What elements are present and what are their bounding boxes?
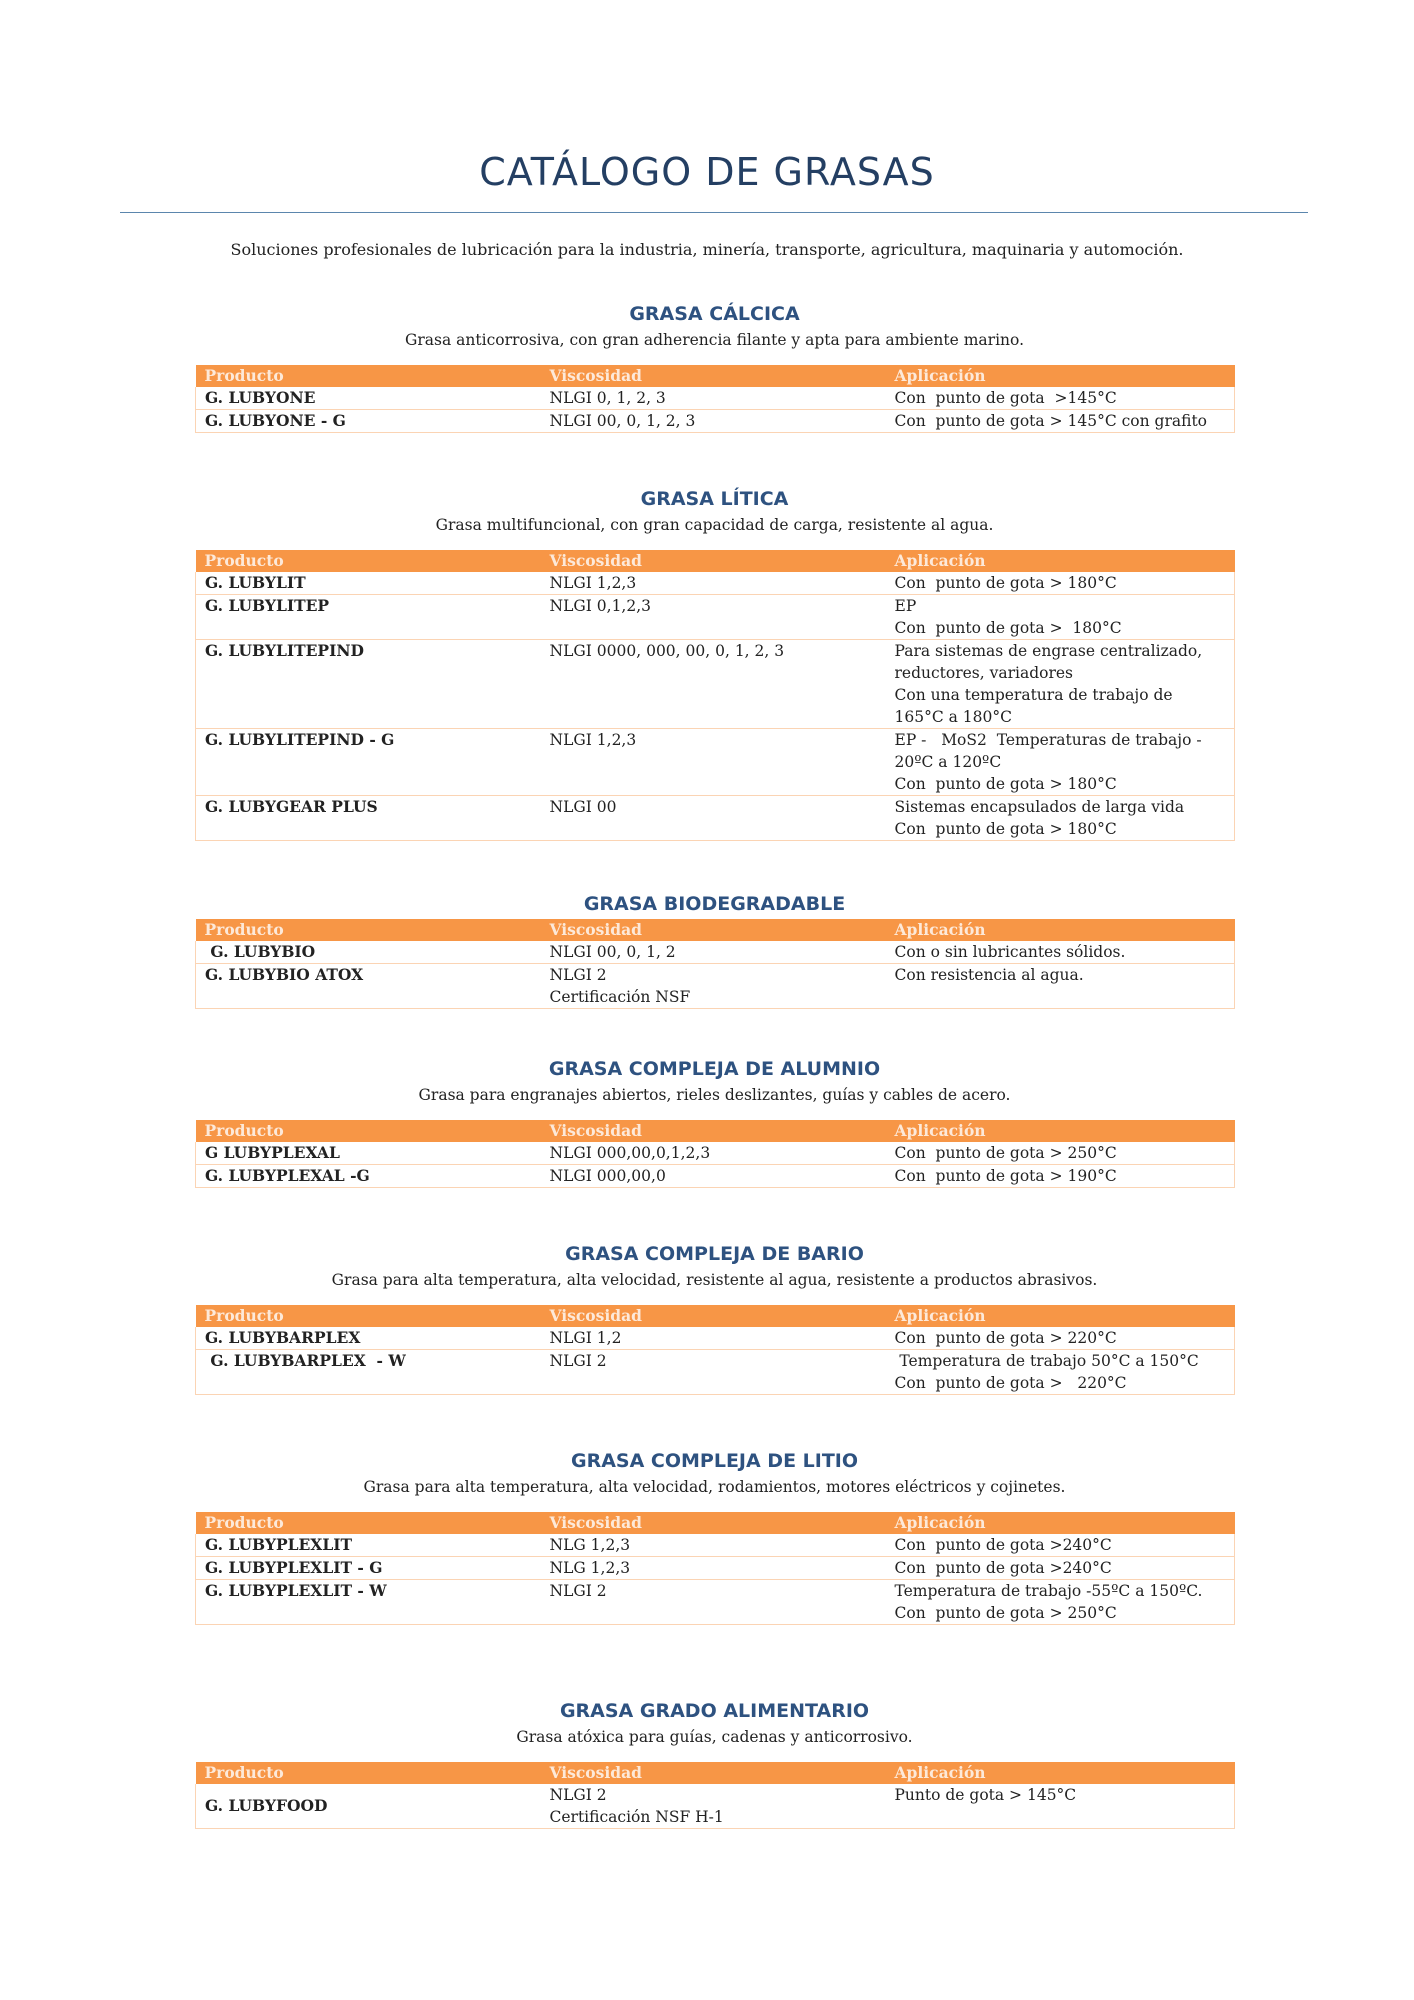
section-3 bbox=[195, 889, 1234, 1009]
section-title: GRASA COMPLEJA DE BARIO bbox=[565, 1243, 864, 1265]
page-title: CATÁLOGO DE GRASAS bbox=[479, 150, 935, 194]
application-line: Con punto de gota > 180°C bbox=[894, 574, 1117, 592]
product-name-text: G. LUBYPLEXLIT bbox=[205, 1535, 353, 1554]
viscosity-cell bbox=[541, 1784, 886, 1829]
viscosity-cell bbox=[541, 1165, 886, 1188]
viscosity-line: NLGI 000,00,0 bbox=[549, 1167, 666, 1185]
viscosity-line: NLGI 2 bbox=[549, 1352, 607, 1370]
application-cell bbox=[886, 1327, 1235, 1350]
application-line: Con punto de gota > 190°C bbox=[894, 1167, 1117, 1185]
application-line: Con punto de gota >145°C bbox=[894, 389, 1117, 407]
table-row bbox=[196, 1784, 1235, 1829]
header-application: Aplicación bbox=[894, 1763, 986, 1782]
application-line: reductores, variadores bbox=[894, 664, 1074, 682]
application-cell bbox=[886, 1165, 1235, 1188]
header-product: Producto bbox=[204, 1121, 284, 1140]
header-product: Producto bbox=[204, 366, 284, 385]
application-cell bbox=[886, 1350, 1235, 1395]
table-row bbox=[196, 1557, 1235, 1580]
product-name bbox=[196, 387, 541, 410]
table-header-row bbox=[196, 1512, 1235, 1534]
product-name-text: G. LUBYLITEPIND - G bbox=[205, 730, 395, 749]
product-name bbox=[196, 640, 541, 729]
product-name-text: G. LUBYPLEXAL -G bbox=[205, 1166, 370, 1185]
table-header-row bbox=[196, 550, 1235, 572]
product-name bbox=[196, 1350, 541, 1395]
table-header-row bbox=[196, 1120, 1235, 1142]
application-line: Con punto de gota >240°C bbox=[894, 1536, 1112, 1554]
application-line: 20ºC a 120ºC bbox=[894, 753, 1002, 771]
section-7 bbox=[195, 1696, 1234, 1829]
header-product: Producto bbox=[204, 1763, 284, 1782]
product-name-text: G. LUBYONE - G bbox=[205, 411, 346, 430]
header-application: Aplicación bbox=[894, 1121, 986, 1140]
product-table bbox=[195, 550, 1235, 841]
product-table bbox=[195, 365, 1235, 433]
header-product: Producto bbox=[204, 920, 284, 939]
application-cell bbox=[886, 640, 1235, 729]
table-row bbox=[196, 729, 1235, 796]
application-cell bbox=[886, 729, 1235, 796]
viscosity-line: NLGI 0,1,2,3 bbox=[549, 597, 652, 615]
section-4 bbox=[195, 1054, 1234, 1188]
viscosity-line: NLGI 2 bbox=[549, 1786, 607, 1804]
viscosity-line: NLGI 0000, 000, 00, 0, 1, 2, 3 bbox=[549, 642, 785, 660]
section-description: Grasa multifuncional, con gran capacidad de carga, resistente al agua. bbox=[435, 516, 994, 534]
header-product: Producto bbox=[204, 1306, 284, 1325]
table-header-row bbox=[196, 1305, 1235, 1327]
section-1 bbox=[195, 299, 1234, 433]
header-product: Producto bbox=[204, 551, 284, 570]
viscosity-line: NLG 1,2,3 bbox=[549, 1559, 631, 1577]
application-cell bbox=[886, 410, 1235, 433]
viscosity-cell bbox=[541, 1534, 886, 1557]
product-name bbox=[196, 1534, 541, 1557]
application-line: EP - MoS2 Temperaturas de trabajo - bbox=[894, 731, 1202, 749]
product-name-text: G. LUBYBIO ATOX bbox=[205, 965, 364, 984]
application-cell bbox=[886, 1557, 1235, 1580]
application-line: Con punto de gota > 180°C bbox=[894, 619, 1122, 637]
product-table bbox=[195, 919, 1235, 1009]
viscosity-cell bbox=[541, 729, 886, 796]
section-description: Grasa atóxica para guías, cadenas y anticorrosivo. bbox=[516, 1728, 913, 1746]
product-name bbox=[196, 1327, 541, 1350]
product-table bbox=[195, 1762, 1235, 1829]
application-cell bbox=[886, 387, 1235, 410]
table-row bbox=[196, 387, 1235, 410]
table-row bbox=[196, 572, 1235, 595]
table-row bbox=[196, 1327, 1235, 1350]
application-cell bbox=[886, 572, 1235, 595]
product-name-text: G. LUBYPLEXLIT - W bbox=[205, 1581, 387, 1600]
viscosity-cell bbox=[541, 640, 886, 729]
section-title: GRASA COMPLEJA DE LITIO bbox=[570, 1450, 859, 1472]
product-name-text: G. LUBYBIO bbox=[205, 942, 316, 961]
viscosity-line: NLGI 1,2,3 bbox=[549, 574, 637, 592]
viscosity-cell bbox=[541, 1327, 886, 1350]
header-viscosity: Viscosidad bbox=[549, 1306, 642, 1325]
table-header-row bbox=[196, 919, 1235, 941]
table-row bbox=[196, 796, 1235, 841]
application-line: 165°C a 180°C bbox=[894, 708, 1012, 726]
section-5 bbox=[195, 1239, 1234, 1395]
application-cell bbox=[886, 1784, 1235, 1829]
viscosity-cell bbox=[541, 796, 886, 841]
table-header-row bbox=[196, 1762, 1235, 1784]
product-name bbox=[196, 410, 541, 433]
product-name-text: G. LUBYLITEPIND bbox=[205, 641, 364, 660]
header-viscosity: Viscosidad bbox=[549, 366, 642, 385]
header-product: Producto bbox=[204, 1513, 284, 1532]
section-title: GRASA GRADO ALIMENTARIO bbox=[559, 1700, 870, 1722]
viscosity-line: NLGI 2 bbox=[549, 966, 607, 984]
product-name bbox=[196, 796, 541, 841]
title-divider bbox=[120, 212, 1308, 213]
product-name-text: G. LUBYPLEXLIT - G bbox=[205, 1558, 383, 1577]
viscosity-cell bbox=[541, 572, 886, 595]
application-line: Con punto de gota > 250°C bbox=[894, 1144, 1117, 1162]
viscosity-line: NLG 1,2,3 bbox=[549, 1536, 631, 1554]
section-description: Grasa para engranajes abiertos, rieles deslizantes, guías y cables de acero. bbox=[418, 1086, 1011, 1104]
application-line: Con punto de gota > 220°C bbox=[894, 1374, 1127, 1392]
section-6 bbox=[195, 1446, 1234, 1625]
section-title: GRASA CÁLCICA bbox=[629, 303, 800, 325]
application-line: Con o sin lubricantes sólidos. bbox=[894, 943, 1126, 961]
table-row bbox=[196, 1580, 1235, 1625]
viscosity-line: NLGI 1,2 bbox=[549, 1329, 622, 1347]
product-name-text: G. LUBYBARPLEX - W bbox=[205, 1351, 406, 1370]
viscosity-cell bbox=[541, 595, 886, 640]
application-line: Punto de gota > 145°C bbox=[894, 1786, 1077, 1804]
product-name-text: G. LUBYGEAR PLUS bbox=[205, 797, 378, 816]
header-application: Aplicación bbox=[894, 920, 986, 939]
viscosity-line: Certificación NSF bbox=[549, 988, 691, 1006]
viscosity-cell bbox=[541, 1557, 886, 1580]
table-row bbox=[196, 595, 1235, 640]
product-name-text: G. LUBYONE bbox=[205, 388, 316, 407]
section-description: Grasa para alta temperatura, alta velocidad, rodamientos, motores eléctricos y cojinetes. bbox=[363, 1478, 1066, 1496]
application-cell bbox=[886, 595, 1235, 640]
table-row bbox=[196, 1350, 1235, 1395]
viscosity-cell bbox=[541, 941, 886, 964]
header-application: Aplicación bbox=[894, 1513, 986, 1532]
product-name bbox=[196, 1165, 541, 1188]
product-name bbox=[196, 1580, 541, 1625]
header-viscosity: Viscosidad bbox=[549, 1763, 642, 1782]
application-line: Con punto de gota >240°C bbox=[894, 1559, 1112, 1577]
product-name bbox=[196, 964, 541, 1009]
header-viscosity: Viscosidad bbox=[549, 920, 642, 939]
header-viscosity: Viscosidad bbox=[549, 1121, 642, 1140]
table-row bbox=[196, 1534, 1235, 1557]
product-name bbox=[196, 1142, 541, 1165]
application-cell bbox=[886, 796, 1235, 841]
product-name bbox=[196, 572, 541, 595]
section-description: Grasa anticorrosiva, con gran adherencia filante y apta para ambiente marino. bbox=[405, 331, 1024, 349]
application-line: EP bbox=[894, 597, 917, 615]
table-row bbox=[196, 1165, 1235, 1188]
header-application: Aplicación bbox=[894, 551, 986, 570]
product-table bbox=[195, 1512, 1235, 1625]
table-row bbox=[196, 1142, 1235, 1165]
viscosity-line: NLGI 0, 1, 2, 3 bbox=[549, 389, 666, 407]
viscosity-cell bbox=[541, 1580, 886, 1625]
application-line: Con resistencia al agua. bbox=[894, 966, 1084, 984]
application-cell bbox=[886, 1580, 1235, 1625]
viscosity-line: NLGI 00, 0, 1, 2, 3 bbox=[549, 412, 696, 430]
header-viscosity: Viscosidad bbox=[549, 551, 642, 570]
product-name-text: G. LUBYLIT bbox=[205, 573, 306, 592]
application-cell bbox=[886, 941, 1235, 964]
product-name bbox=[196, 595, 541, 640]
application-line: Con una temperatura de trabajo de bbox=[894, 686, 1173, 704]
product-name-text: G. LUBYLITEP bbox=[205, 596, 330, 615]
table-row bbox=[196, 941, 1235, 964]
header-application: Aplicación bbox=[894, 1306, 986, 1325]
table-row bbox=[196, 410, 1235, 433]
product-name-text: G LUBYPLEXAL bbox=[205, 1143, 340, 1162]
viscosity-cell bbox=[541, 410, 886, 433]
application-cell bbox=[886, 1142, 1235, 1165]
application-line: Con punto de gota > 220°C bbox=[894, 1329, 1117, 1347]
application-line: Con punto de gota > 180°C bbox=[894, 775, 1117, 793]
header-viscosity: Viscosidad bbox=[549, 1513, 642, 1532]
viscosity-line: NLGI 1,2,3 bbox=[549, 731, 637, 749]
application-line: Temperatura de trabajo -55ºC a 150ºC. bbox=[894, 1582, 1203, 1600]
section-title: GRASA LÍTICA bbox=[640, 488, 789, 510]
product-name bbox=[196, 1784, 541, 1829]
product-name bbox=[196, 729, 541, 796]
viscosity-line: NLGI 00, 0, 1, 2 bbox=[549, 943, 676, 961]
section-description: Grasa para alta temperatura, alta velocidad, resistente al agua, resistente a productos abrasivos. bbox=[331, 1271, 1098, 1289]
viscosity-cell bbox=[541, 1350, 886, 1395]
section-title: GRASA COMPLEJA DE ALUMNIO bbox=[548, 1058, 881, 1080]
application-line: Temperatura de trabajo 50°C a 150°C bbox=[894, 1352, 1199, 1370]
table-row bbox=[196, 964, 1235, 1009]
application-line: Sistemas encapsulados de larga vida bbox=[894, 798, 1185, 816]
viscosity-cell bbox=[541, 964, 886, 1009]
table-header-row bbox=[196, 365, 1235, 387]
viscosity-line: Certificación NSF H-1 bbox=[549, 1808, 724, 1826]
product-name-text: G. LUBYFOOD bbox=[205, 1796, 328, 1815]
viscosity-cell bbox=[541, 1142, 886, 1165]
viscosity-line: NLGI 000,00,0,1,2,3 bbox=[549, 1144, 711, 1162]
application-cell bbox=[886, 1534, 1235, 1557]
intro-text: Soluciones profesionales de lubricación para la industria, minería, transporte, agricultura, maquinaria y automoción. bbox=[230, 240, 1184, 259]
product-name bbox=[196, 941, 541, 964]
product-name bbox=[196, 1557, 541, 1580]
product-table bbox=[195, 1305, 1235, 1395]
application-line: Con punto de gota > 145°C con grafito bbox=[894, 412, 1208, 430]
application-line: Para sistemas de engrase centralizado, bbox=[894, 642, 1203, 660]
viscosity-line: NLGI 2 bbox=[549, 1582, 607, 1600]
viscosity-line: NLGI 00 bbox=[549, 798, 617, 816]
application-line: Con punto de gota > 250°C bbox=[894, 1604, 1117, 1622]
header-application: Aplicación bbox=[894, 366, 986, 385]
table-row bbox=[196, 640, 1235, 729]
viscosity-cell bbox=[541, 387, 886, 410]
section-title: GRASA BIODEGRADABLE bbox=[583, 893, 846, 915]
application-line: Con punto de gota > 180°C bbox=[894, 820, 1117, 838]
product-table bbox=[195, 1120, 1235, 1188]
section-2 bbox=[195, 484, 1234, 841]
product-name-text: G. LUBYBARPLEX bbox=[205, 1328, 361, 1347]
application-cell bbox=[886, 964, 1235, 1009]
